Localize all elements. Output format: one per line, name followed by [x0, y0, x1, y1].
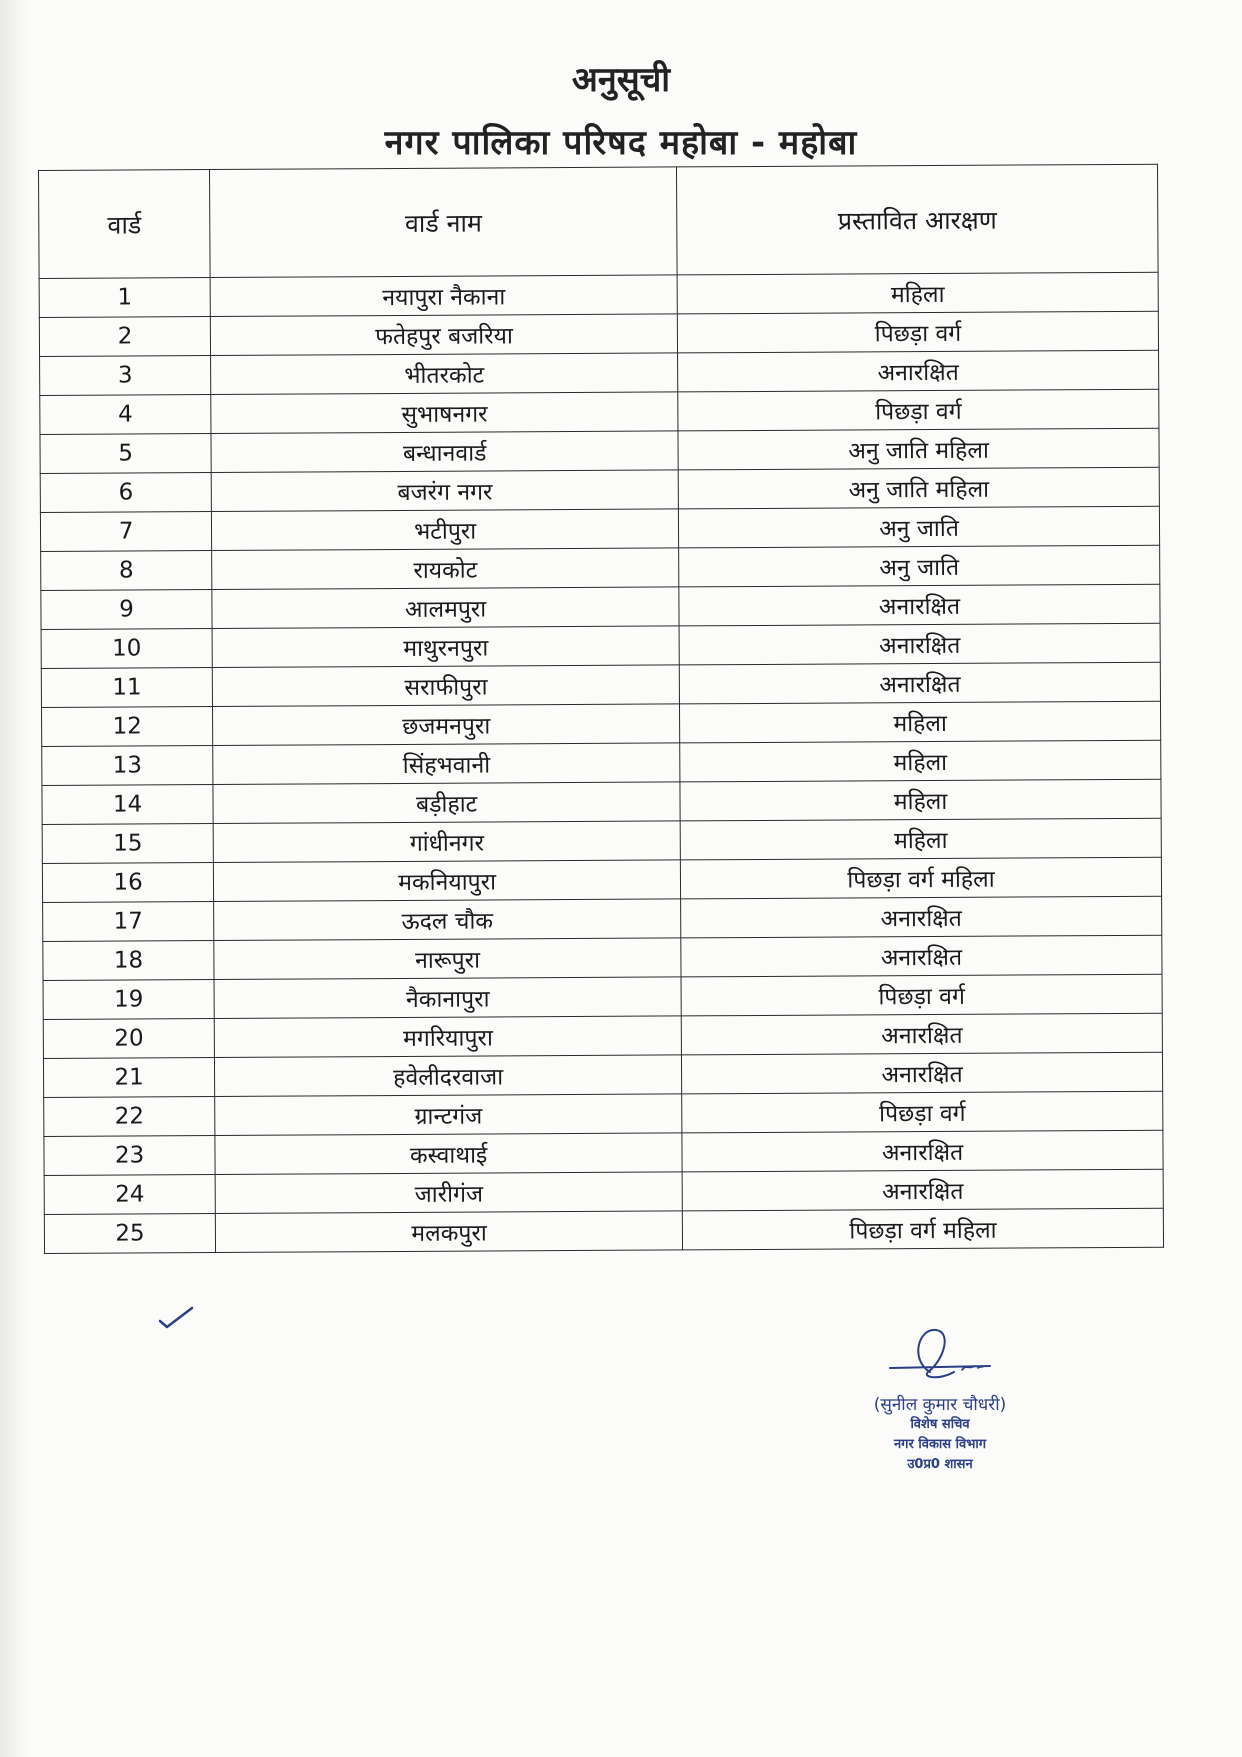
table-row — [43, 974, 1162, 1019]
table-row — [40, 506, 1159, 551]
scan-edge-shadow — [0, 0, 28, 1757]
ward-number-cell: 15 — [42, 824, 213, 864]
ward-number-cell: 18 — [43, 941, 214, 981]
signatory-department: नगर विकास विभाग — [893, 1437, 987, 1452]
ward-name-cell: ऊदल चौक — [214, 899, 681, 941]
reservation-cell: अनु जाति महिला — [678, 428, 1159, 470]
reservation-cell: अनारक्षित — [678, 350, 1159, 392]
ward-number-cell: 6 — [40, 473, 211, 513]
ward-number-cell: 2 — [39, 317, 210, 357]
ward-name-column-header: वार्ड नाम — [210, 167, 678, 278]
table-row — [40, 389, 1159, 434]
table-row — [41, 545, 1160, 590]
table-row — [41, 662, 1160, 707]
ward-number-cell: 11 — [41, 668, 212, 708]
ward-number-cell: 8 — [41, 551, 212, 591]
table-row — [41, 623, 1160, 668]
ward-number-cell: 23 — [44, 1136, 215, 1176]
ward-name-cell: मगरियापुरा — [214, 1016, 681, 1058]
reservation-cell: अनारक्षित — [679, 623, 1160, 665]
table-row — [43, 896, 1162, 941]
ward-name-cell: कस्वाथाई — [215, 1133, 682, 1175]
reservation-cell: अनारक्षित — [681, 896, 1162, 938]
ward-number-cell: 20 — [43, 1019, 214, 1059]
ward-name-cell: सुभाषनगर — [211, 392, 678, 434]
checkmark-icon — [158, 1305, 194, 1331]
ward-name-cell: छजमनपुरा — [213, 704, 680, 746]
ward-name-cell: बजरंग नगर — [211, 470, 678, 512]
ward-number-cell: 7 — [40, 512, 211, 552]
ward-name-cell: मलकपुरा — [216, 1211, 683, 1253]
table-row — [42, 857, 1161, 902]
reservation-cell: अनारक्षित — [682, 1130, 1163, 1172]
ward-name-cell: नैकानापुरा — [214, 977, 681, 1019]
signatory-government: उ0प्र0 शासन — [907, 1457, 973, 1472]
ward-number-cell: 22 — [44, 1097, 215, 1137]
signatory-designation: विशेष सचिव — [910, 1417, 970, 1432]
reservation-cell: अनारक्षित — [682, 1169, 1163, 1211]
table-row — [44, 1208, 1163, 1253]
ward-name-cell: मकनियापुरा — [214, 860, 681, 902]
ward-number-cell: 12 — [42, 707, 213, 747]
table-row — [42, 818, 1161, 863]
table-row — [42, 779, 1161, 824]
reservation-cell: पिछड़ा वर्ग — [681, 974, 1162, 1016]
reservation-cell: पिछड़ा वर्ग — [677, 311, 1158, 353]
ward-number-cell: 1 — [39, 278, 210, 318]
handwritten-signature — [870, 1320, 1010, 1390]
reservation-cell: अनारक्षित — [682, 1052, 1163, 1094]
reservation-cell: महिला — [680, 740, 1161, 782]
table-row — [41, 584, 1160, 629]
document-title: अनुसूची — [571, 60, 671, 100]
ward-name-cell: नारूपुरा — [214, 938, 681, 980]
table-row — [43, 1052, 1162, 1097]
ward-number-cell: 10 — [41, 629, 212, 669]
ward-name-cell: फतेहपुर बजरिया — [210, 314, 677, 356]
signatory-name: (सुनील कुमार चौधरी) — [873, 1395, 1007, 1415]
reservation-column-header: प्रस्तावित आरक्षण — [677, 164, 1159, 275]
table-header — [39, 164, 1159, 278]
ward-name-cell: सराफीपुरा — [212, 665, 679, 707]
reservation-cell: महिला — [677, 272, 1158, 314]
ward-number-cell: 4 — [40, 395, 211, 435]
ward-name-cell: हवेलीदरवाजा — [215, 1055, 682, 1097]
reservation-cell: पिछड़ा वर्ग — [682, 1091, 1163, 1133]
reservation-cell: अनारक्षित — [679, 584, 1160, 626]
ward-number-cell: 5 — [40, 434, 211, 474]
ward-name-cell: ग्रान्टगंज — [215, 1094, 682, 1136]
ward-name-cell: आलमपुरा — [212, 587, 679, 629]
reservation-cell: महिला — [680, 818, 1161, 860]
ward-number-cell: 9 — [41, 590, 212, 630]
ward-number-cell: 19 — [43, 980, 214, 1020]
table-row — [43, 1013, 1162, 1058]
ward-name-cell: माथुरनपुरा — [212, 626, 679, 668]
reservation-cell: अनु जाति महिला — [678, 467, 1159, 509]
document-subtitle: नगर पालिका परिषद महोबा - महोबा — [384, 123, 858, 163]
table-row — [43, 935, 1162, 980]
ward-number-cell: 25 — [44, 1214, 215, 1254]
table-row — [44, 1091, 1163, 1136]
table-body — [39, 272, 1163, 1253]
ward-reservation-table — [38, 164, 1164, 1254]
reservation-cell: अनारक्षित — [681, 935, 1162, 977]
reservation-cell: अनु जाति — [679, 545, 1160, 587]
table-row — [39, 272, 1158, 317]
table-row — [40, 428, 1159, 473]
ward-number-cell: 17 — [43, 902, 214, 942]
ward-name-cell: सिंहभवानी — [213, 743, 680, 785]
ward-number-cell: 16 — [42, 863, 213, 903]
table-row — [44, 1169, 1163, 1214]
signature-block — [820, 1320, 1060, 1475]
ward-column-header: वार्ड — [39, 170, 211, 279]
table-row — [44, 1130, 1163, 1175]
ward-name-cell: बड़ीहाट — [213, 782, 680, 824]
table-row — [39, 311, 1158, 356]
table-row — [40, 350, 1159, 395]
header-row — [39, 164, 1159, 278]
ward-name-cell: बन्धानवार्ड — [211, 431, 678, 473]
reservation-cell: पिछड़ा वर्ग — [678, 389, 1159, 431]
ward-name-cell: नयापुरा नैकाना — [210, 275, 677, 317]
ward-number-cell: 21 — [43, 1058, 214, 1098]
table-row — [40, 467, 1159, 512]
ward-name-cell: रायकोट — [212, 548, 679, 590]
table-row — [42, 701, 1161, 746]
reservation-cell: महिला — [680, 779, 1161, 821]
ward-number-cell: 14 — [42, 785, 213, 825]
ward-number-cell: 24 — [44, 1175, 215, 1215]
reservation-cell: पिछड़ा वर्ग महिला — [680, 857, 1161, 899]
reservation-cell: अनारक्षित — [681, 1013, 1162, 1055]
ward-number-cell: 3 — [40, 356, 211, 396]
ward-number-cell: 13 — [42, 746, 213, 786]
reservation-cell: महिला — [680, 701, 1161, 743]
ward-name-cell: भटीपुरा — [212, 509, 679, 551]
ward-name-cell: गांधीनगर — [213, 821, 680, 863]
reservation-cell: अनु जाति — [678, 506, 1159, 548]
ward-name-cell: भीतरकोट — [211, 353, 678, 395]
reservation-cell: अनारक्षित — [679, 662, 1160, 704]
table-row — [42, 740, 1161, 785]
ward-name-cell: जारीगंज — [215, 1172, 682, 1214]
reservation-cell: पिछड़ा वर्ग महिला — [682, 1208, 1163, 1250]
